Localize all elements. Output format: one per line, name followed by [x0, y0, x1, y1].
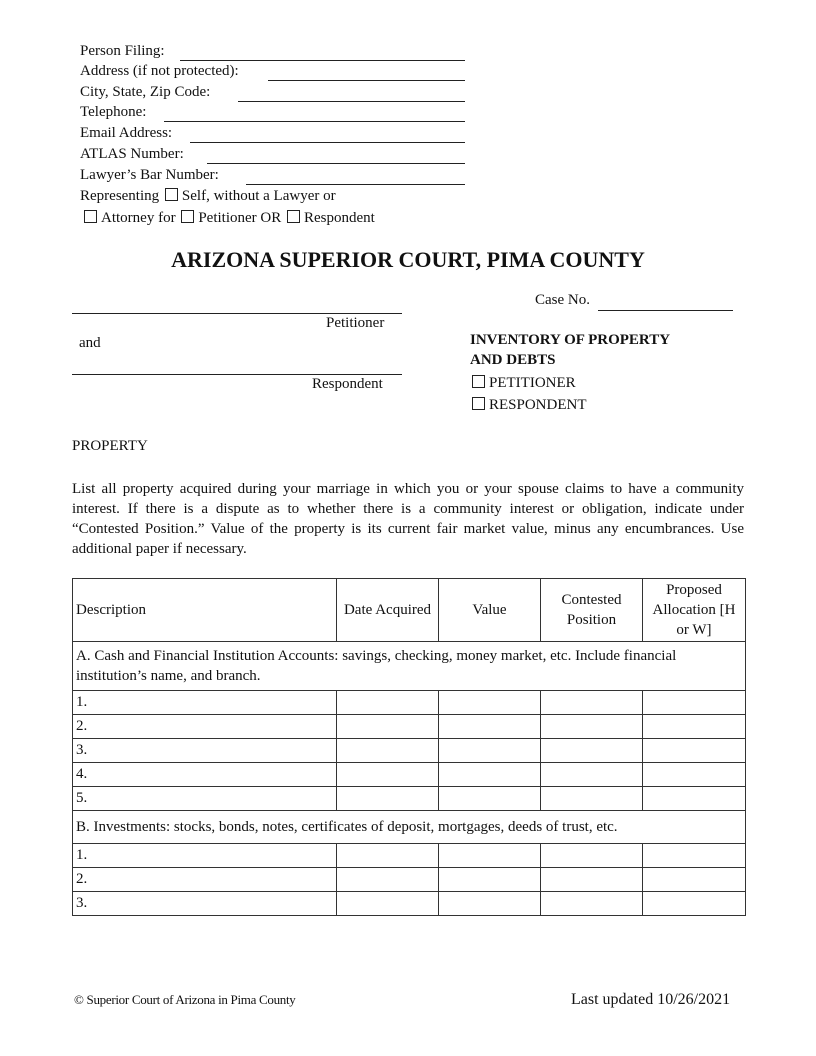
cell-value[interactable]: [439, 763, 541, 787]
instructions-paragraph: List all property acquired during your marriage in which you or your spouse claims to have a community interest. If there is a dispute as to whether there is a community interest or obligation, indicate under “Contested Position.” Value of the property is its current fair market value, minus any encumbrances. Use additional paper if necessary.: [72, 481, 744, 557]
field-label: Address (if not protected):: [80, 63, 239, 79]
attorney-respondent-checkbox[interactable]: [287, 210, 300, 223]
cell-contested[interactable]: [541, 691, 643, 715]
cell-value[interactable]: [439, 868, 541, 892]
cell-date[interactable]: [337, 844, 439, 868]
header-proposed-allocation: Proposed Allocation [H or W]: [643, 579, 746, 642]
filer-petitioner-label: PETITIONER: [489, 375, 576, 391]
field-label: City, State, Zip Code:: [80, 84, 211, 100]
filer-petitioner-option: [470, 372, 587, 394]
attorney-respondent-label: Respondent: [303, 210, 375, 226]
table-header-row: [73, 579, 746, 642]
attorney-petitioner-label: Petitioner OR: [198, 210, 282, 226]
header-contested-position: Contested Position: [541, 579, 643, 642]
filer-options: [470, 372, 587, 416]
petitioner-label: Petitioner: [326, 315, 385, 331]
cell-date[interactable]: [337, 739, 439, 763]
city-state-zip-input[interactable]: [238, 101, 465, 102]
cell-allocation[interactable]: [643, 763, 746, 787]
bar-number-input[interactable]: [246, 184, 465, 185]
cell-date[interactable]: [337, 715, 439, 739]
cell-value[interactable]: [439, 739, 541, 763]
cell-value[interactable]: [439, 892, 541, 916]
court-title: ARIZONA SUPERIOR COURT, PIMA COUNTY: [171, 247, 645, 272]
cell-contested[interactable]: [541, 739, 643, 763]
atlas-number-input[interactable]: [207, 163, 465, 164]
section-a-row: [73, 642, 746, 691]
cell-allocation[interactable]: [643, 868, 746, 892]
cell-contested[interactable]: [541, 892, 643, 916]
table-row: [73, 715, 746, 739]
cell-value[interactable]: [439, 787, 541, 811]
cell-contested[interactable]: [541, 715, 643, 739]
field-label: Person Filing:: [80, 43, 165, 59]
cell-allocation[interactable]: [643, 844, 746, 868]
document-title: [470, 330, 670, 370]
table-row: [73, 868, 746, 892]
header-date-acquired: Date Acquired: [337, 579, 439, 642]
field-label: Email Address:: [80, 125, 173, 141]
cell-contested[interactable]: [541, 763, 643, 787]
header-description: Description: [73, 579, 337, 642]
table-row: [73, 787, 746, 811]
table-row: [73, 844, 746, 868]
cell-allocation[interactable]: [643, 715, 746, 739]
respondent-label: Respondent: [312, 376, 383, 392]
cell-date[interactable]: [337, 691, 439, 715]
property-table: [72, 578, 746, 916]
table-row: [73, 691, 746, 715]
case-number-input[interactable]: [598, 310, 733, 311]
footer-last-updated: Last updated 10/26/2021: [571, 991, 731, 1008]
filer-respondent-label: RESPONDENT: [489, 397, 587, 413]
field-label: Telephone:: [80, 104, 147, 120]
case-number-field: [535, 292, 590, 309]
attorney-petitioner-checkbox[interactable]: [181, 210, 194, 223]
cell-date[interactable]: [337, 763, 439, 787]
case-number-label: Case No.: [535, 292, 590, 308]
cell-allocation[interactable]: [643, 787, 746, 811]
self-checkbox[interactable]: [165, 188, 178, 201]
row-number[interactable]: 4.: [73, 763, 337, 787]
email-input[interactable]: [190, 142, 465, 143]
filer-respondent-checkbox[interactable]: [472, 397, 485, 410]
footer-copyright: © Superior Court of Arizona in Pima County: [74, 992, 296, 1007]
field-label: ATLAS Number:: [80, 146, 184, 162]
address-input[interactable]: [268, 80, 465, 81]
filer-respondent-option: [470, 394, 587, 416]
table-row: [73, 739, 746, 763]
row-number[interactable]: 3.: [73, 892, 337, 916]
row-number[interactable]: 5.: [73, 787, 337, 811]
header-value: Value: [439, 579, 541, 642]
cell-date[interactable]: [337, 868, 439, 892]
property-heading: PROPERTY: [72, 438, 148, 454]
filer-petitioner-checkbox[interactable]: [472, 375, 485, 388]
and-label: and: [79, 335, 101, 351]
table-row: [73, 763, 746, 787]
row-number[interactable]: 3.: [73, 739, 337, 763]
document-title-line1: INVENTORY OF PROPERTY: [470, 332, 671, 348]
row-number[interactable]: 1.: [73, 691, 337, 715]
table-row: [73, 892, 746, 916]
section-a-title: A. Cash and Financial Institution Accounts: savings, checking, money market, etc. Include financial institution’s name, and branch.: [73, 642, 746, 691]
field-label: Lawyer’s Bar Number:: [80, 167, 219, 183]
representing-label: Representing: [80, 188, 160, 204]
cell-allocation[interactable]: [643, 892, 746, 916]
section-b-title: B. Investments: stocks, bonds, notes, certificates of deposit, mortgages, deeds of trust, etc.: [73, 811, 746, 844]
telephone-input[interactable]: [164, 121, 465, 122]
cell-contested[interactable]: [541, 844, 643, 868]
row-number[interactable]: 2.: [73, 715, 337, 739]
attorney-row: [82, 208, 375, 228]
cell-allocation[interactable]: [643, 691, 746, 715]
cell-date[interactable]: [337, 892, 439, 916]
cell-value[interactable]: [439, 691, 541, 715]
petitioner-name-line[interactable]: [72, 313, 402, 314]
cell-allocation[interactable]: [643, 739, 746, 763]
document-title-line2: AND DEBTS: [470, 352, 556, 368]
cell-contested[interactable]: [541, 787, 643, 811]
cell-date[interactable]: [337, 787, 439, 811]
section-b-row: [73, 811, 746, 844]
attorney-for-checkbox[interactable]: [84, 210, 97, 223]
row-number[interactable]: 2.: [73, 868, 337, 892]
cell-value[interactable]: [439, 715, 541, 739]
cell-value[interactable]: [439, 844, 541, 868]
row-number[interactable]: 1.: [73, 844, 337, 868]
representing-row: [80, 186, 336, 206]
respondent-name-line[interactable]: [72, 374, 402, 375]
attorney-for-label: Attorney for: [101, 210, 176, 226]
self-label: Self, without a Lawyer or: [181, 188, 336, 204]
cell-contested[interactable]: [541, 868, 643, 892]
